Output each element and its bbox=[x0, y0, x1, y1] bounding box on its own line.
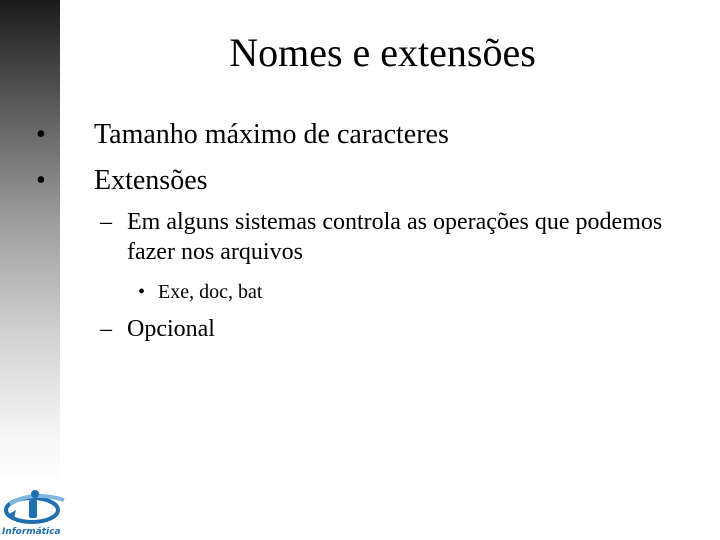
sub-sub-bullet-item bbox=[138, 279, 262, 305]
sub-bullet-marker: – bbox=[100, 316, 112, 342]
bullet-marker: • bbox=[36, 119, 46, 150]
sub-sub-bullet-marker: • bbox=[138, 281, 146, 303]
sub-bullet-text: Em alguns sistemas controla as operações que podemos fazer nos arquivos bbox=[127, 209, 663, 265]
bullet-text: Extensões bbox=[94, 165, 208, 196]
sub-bullet-item bbox=[100, 207, 687, 267]
sub-sub-bullet-text: Exe, doc, bat bbox=[158, 281, 263, 303]
bullet-item bbox=[36, 118, 449, 152]
side-gradient-band bbox=[0, 0, 60, 540]
slide-title: Nomes e extensões bbox=[229, 30, 536, 75]
sub-bullet-text: Opcional bbox=[127, 316, 215, 342]
bullet-item bbox=[36, 164, 208, 198]
bullet-text: Tamanho máximo de caracteres bbox=[94, 119, 449, 150]
logo-text: Informática bbox=[2, 527, 61, 537]
sub-bullet-marker: – bbox=[100, 209, 112, 235]
sub-bullet-item bbox=[100, 314, 687, 344]
bullet-marker: • bbox=[36, 165, 46, 196]
